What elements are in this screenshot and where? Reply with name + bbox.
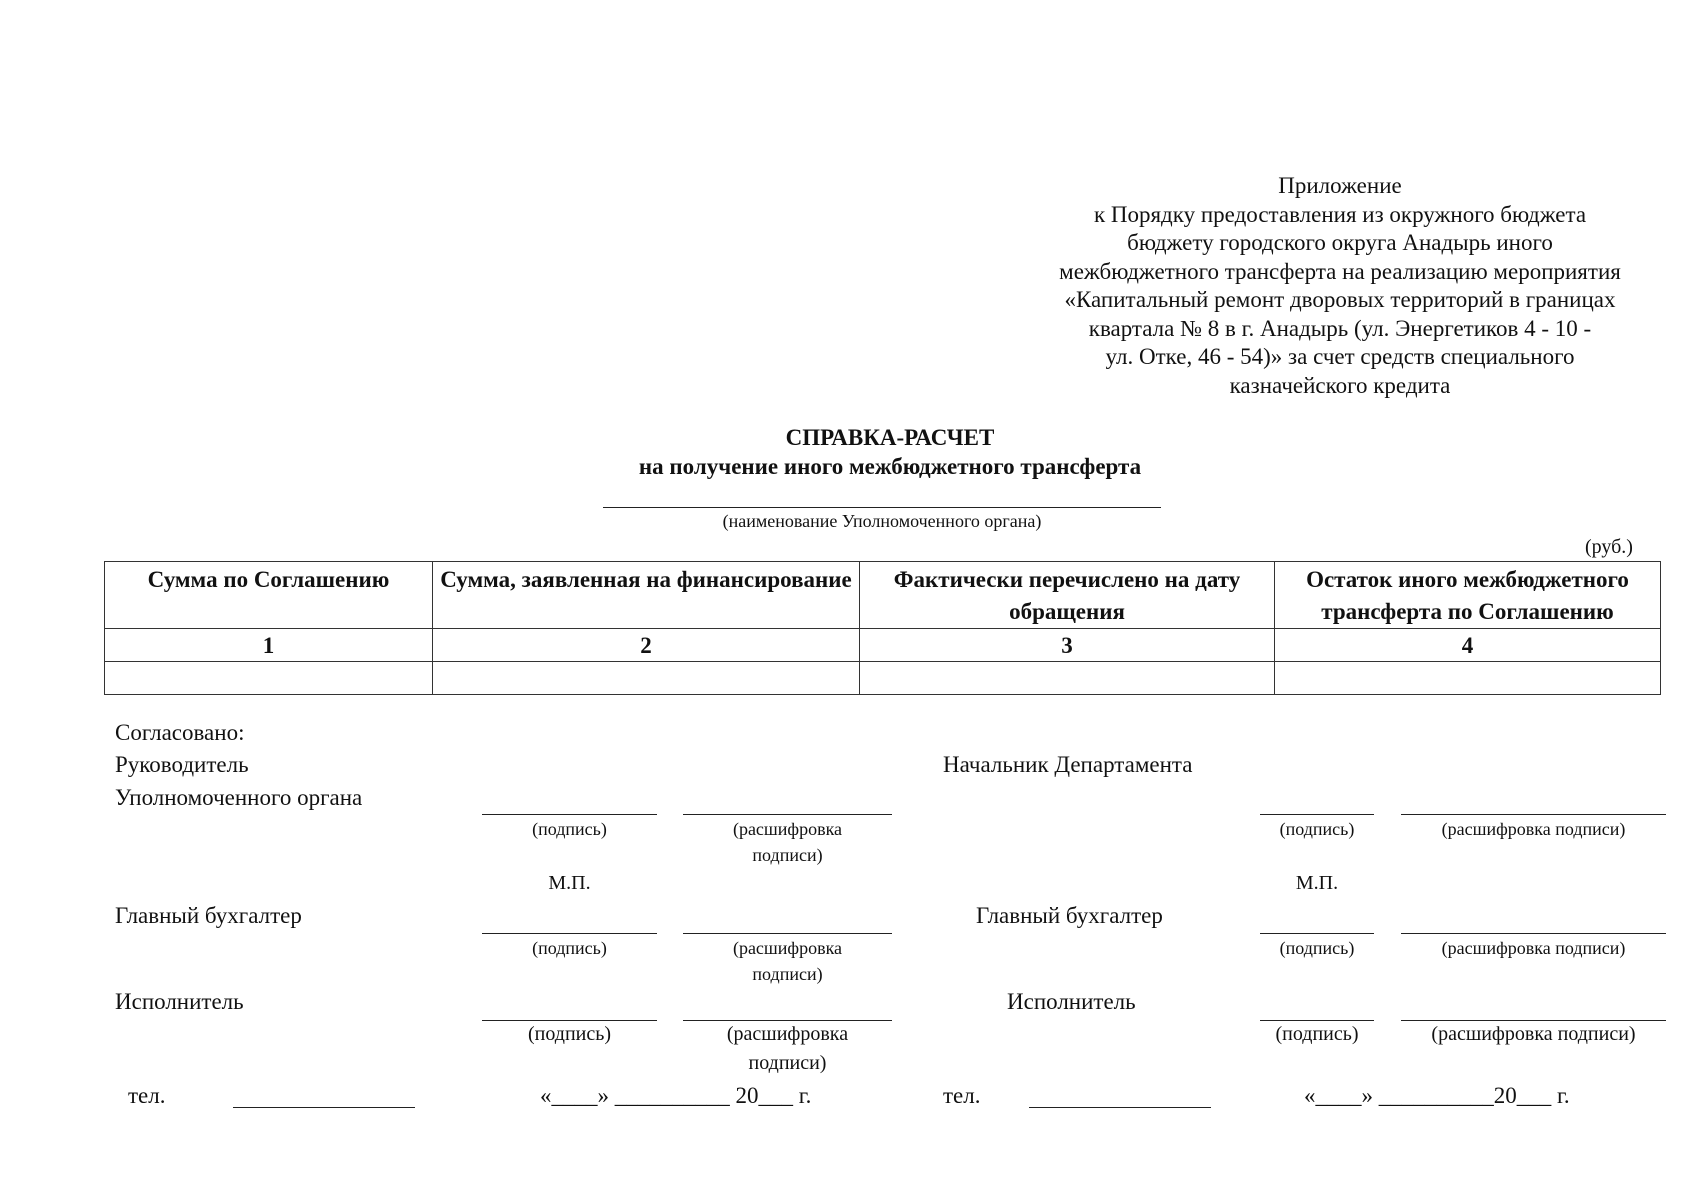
table-cell[interactable]	[860, 662, 1275, 695]
date-field[interactable]: «____» __________ 20___ г.	[540, 1083, 812, 1108]
appendix-line: ул. Отке, 46 - 54)» за счет средств специального	[1105, 344, 1575, 369]
head-signature-line[interactable]	[482, 814, 657, 815]
signature-caption: (подпись)	[1275, 1023, 1359, 1045]
decoding-caption-line1: (расшифровка	[732, 819, 843, 839]
table-cell[interactable]	[105, 662, 433, 695]
decoding-caption-line2: подписи)	[752, 845, 823, 865]
executor-label: Исполнитель	[1007, 989, 1136, 1014]
accountant-decoding-line[interactable]	[683, 933, 892, 934]
table-number-cell: 4	[1275, 629, 1661, 662]
table-number-row	[105, 629, 1661, 662]
agreed-label: Согласовано:	[115, 720, 245, 745]
appendix-line: к Порядку предоставления из окружного бюджета	[1093, 201, 1587, 227]
decoding-caption-line1: (расшифровка	[726, 1023, 849, 1045]
decoding-caption-line2: подписи)	[748, 1052, 827, 1074]
department-head-label: Начальник Департамента	[943, 752, 1193, 777]
appendix-block	[1000, 172, 1680, 400]
decoding-caption-full: (расшифровка подписи)	[1441, 819, 1626, 839]
appendix-line: Приложение	[1278, 173, 1402, 198]
table-row[interactable]	[105, 662, 1661, 695]
head-label-line2: Уполномоченного органа	[115, 785, 363, 810]
stamp-label: М.П.	[1295, 872, 1339, 894]
phone-line[interactable]	[233, 1107, 415, 1108]
table-header-cell: Сумма, заявленная на финансирование	[433, 562, 860, 629]
phone-label: тел.	[943, 1083, 981, 1108]
appendix-line: бюджету городского округа Анадырь иного	[1127, 230, 1553, 255]
appendix-line: квартала № 8 в г. Анадырь (ул. Энергетиков 4 - 10 -	[1088, 315, 1592, 341]
signature-caption: (подпись)	[532, 938, 607, 958]
phone-line[interactable]	[1029, 1107, 1211, 1108]
department-signature-line[interactable]	[1260, 814, 1374, 815]
document-title: СПРАВКА-РАСЧЕТ	[785, 425, 995, 450]
executor-label: Исполнитель	[115, 989, 244, 1014]
executor-decoding-line[interactable]	[1401, 1020, 1666, 1021]
executor-signature-line[interactable]	[482, 1020, 657, 1021]
decoding-caption-line1: (расшифровка	[732, 938, 843, 958]
head-decoding-line[interactable]	[683, 814, 892, 815]
signature-caption: (подпись)	[532, 819, 607, 839]
executor-decoding-line[interactable]	[683, 1020, 892, 1021]
phone-label: тел.	[128, 1083, 166, 1108]
appendix-line: казначейского кредита	[1229, 372, 1451, 398]
chief-accountant-label: Главный бухгалтер	[976, 903, 1163, 928]
table-number-cell: 1	[105, 629, 433, 662]
date-field[interactable]: «____» __________20___ г.	[1304, 1083, 1570, 1108]
calculation-table	[104, 561, 1661, 695]
decoding-caption-full: (расшифровка подписи)	[1431, 1023, 1636, 1045]
head-label-line1: Руководитель	[115, 752, 249, 777]
stamp-label: М.П.	[548, 872, 591, 894]
table-header-cell: Фактически перечислено на дату обращения	[860, 562, 1275, 629]
accountant-decoding-line[interactable]	[1401, 933, 1666, 934]
table-cell[interactable]	[433, 662, 860, 695]
authority-name-line[interactable]	[603, 507, 1161, 508]
table-header-cell: Сумма по Соглашению	[105, 562, 433, 629]
table-header-cell: Остаток иного межбюджетного трансферта по Соглашению	[1275, 562, 1661, 629]
decoding-caption-line2: подписи)	[752, 964, 823, 984]
signature-caption: (подпись)	[1279, 819, 1355, 839]
executor-signature-line[interactable]	[1260, 1020, 1374, 1021]
appendix-line: межбюджетного трансферта на реализацию мероприятия	[1059, 258, 1621, 284]
table-number-cell: 3	[860, 629, 1275, 662]
signature-caption: (подпись)	[1279, 938, 1355, 958]
accountant-signature-line[interactable]	[482, 933, 657, 934]
chief-accountant-label: Главный бухгалтер	[115, 903, 302, 928]
currency-label: (руб.)	[1585, 536, 1633, 558]
table-cell[interactable]	[1275, 662, 1661, 695]
decoding-caption-full: (расшифровка подписи)	[1441, 938, 1626, 958]
appendix-line: «Капитальный ремонт дворовых территорий в границах	[1064, 287, 1616, 312]
department-decoding-line[interactable]	[1401, 814, 1666, 815]
table-number-cell: 2	[433, 629, 860, 662]
document-subtitle: на получение иного межбюджетного трансферта	[638, 454, 1142, 479]
accountant-signature-line[interactable]	[1260, 933, 1374, 934]
signature-caption: (подпись)	[527, 1023, 612, 1045]
table-header-row	[105, 562, 1661, 629]
authority-caption: (наименование Уполномоченного органа)	[722, 511, 1042, 531]
